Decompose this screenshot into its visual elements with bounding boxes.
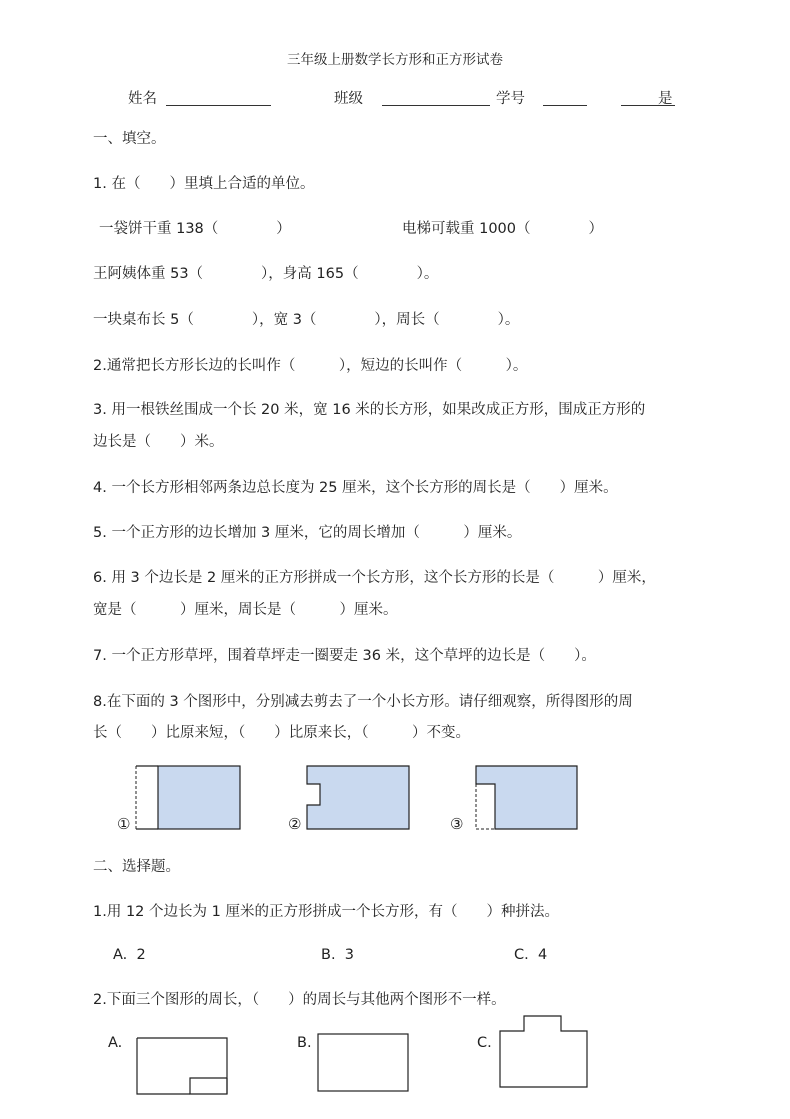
question-8-line1: 8.在下面的 3 个图形中，分别减去剪去了一个小长方形。请仔细观察，所得图形的周 [93,694,633,710]
id-field[interactable] [543,91,587,106]
shape-a [132,1032,234,1102]
section1-heading: 一、填空。 [93,131,166,147]
question-1c: 王阿姨体重 53（ ），身高 165（ ）。 [93,266,439,282]
figure-3 [468,760,588,835]
option-b[interactable]: B. 3 [321,947,355,963]
question-1b: 电梯可载重 1000（ ） [402,221,604,237]
choice-question-2: 2.下面三个图形的周长，（ ）的周长与其他两个图形不一样。 [93,992,506,1008]
shape-b [314,1032,414,1097]
id-label: 学号 [496,91,525,107]
shape-c [494,1010,594,1095]
header-trailing: 是 [658,91,673,107]
page-title: 三年级上册数学长方形和正方形试卷 [287,52,503,68]
section2-heading: 二、选择题。 [93,859,180,875]
question-1a: 一袋饼干重 138（ ） [99,221,291,237]
figure-1-label: ① [117,815,131,833]
figure-2 [300,760,420,835]
question-1: 1. 在（ ）里填上合适的单位。 [93,176,315,192]
figure-2-label: ② [288,815,302,833]
question-8-line2: 长（ ）比原来短，（ ）比原来长，（ ）不变。 [93,725,470,741]
name-label: 姓名 [128,91,157,107]
figure-1 [115,760,250,835]
question-3-line2: 边长是（ ）米。 [93,434,224,450]
question-4: 4. 一个长方形相邻两条边总长度为 25 厘米，这个长方形的周长是（ ）厘米。 [93,480,618,496]
shape-c-label[interactable]: C. [477,1035,492,1051]
option-c[interactable]: C. 4 [514,947,548,963]
shape-b-label[interactable]: B. [297,1035,312,1051]
question-1d: 一块桌布长 5（ ），宽 3（ ），周长（ ）。 [93,312,520,328]
name-field[interactable] [166,91,271,106]
class-label: 班级 [334,91,363,107]
question-2: 2.通常把长方形长边的长叫作（ ），短边的长叫作（ ）。 [93,358,528,374]
figure-3-label: ③ [450,815,464,833]
question-5: 5. 一个正方形的边长增加 3 厘米，它的周长增加（ ）厘米。 [93,525,522,541]
choice-question-1: 1.用 12 个边长为 1 厘米的正方形拼成一个长方形，有（ ）种拼法。 [93,904,559,920]
question-6-line1: 6. 用 3 个边长是 2 厘米的正方形拼成一个长方形，这个长方形的长是（ ）厘米， [93,570,656,586]
question-3-line1: 3. 用一根铁丝围成一个长 20 米，宽 16 米的长方形，如果改成正方形，围成正方形的 [93,402,646,418]
class-field[interactable] [382,91,490,106]
option-a[interactable]: A. 2 [113,947,146,963]
question-6-line2: 宽是（ ）厘米，周长是（ ）厘米。 [93,602,398,618]
shape-a-label[interactable]: A. [108,1035,123,1051]
question-7: 7. 一个正方形草坪，围着草坪走一圈要走 36 米，这个草坪的边长是（ ）。 [93,648,596,664]
